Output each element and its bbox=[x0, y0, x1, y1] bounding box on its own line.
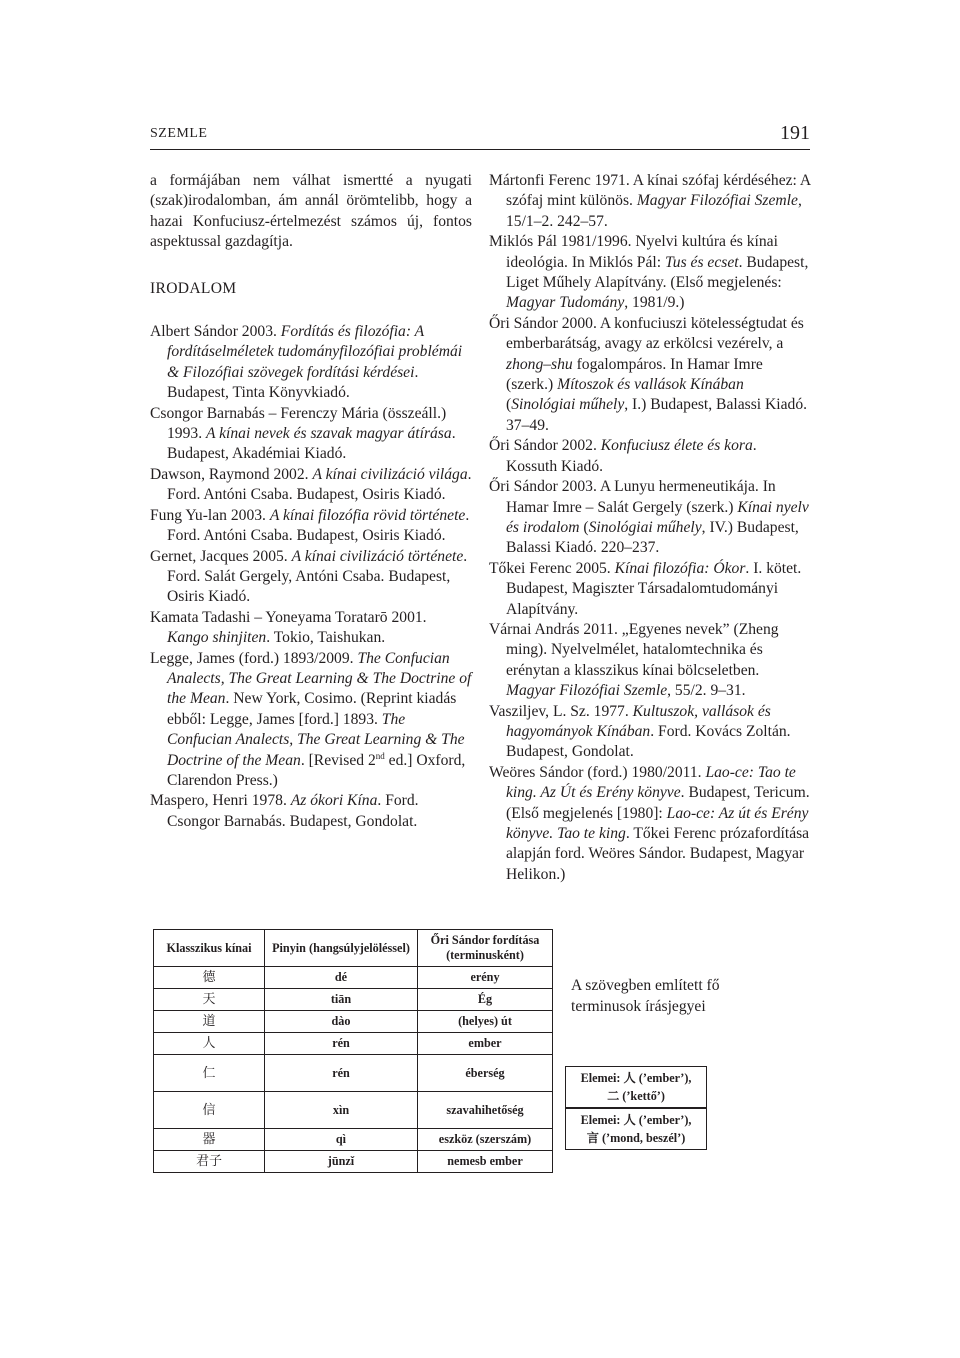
table-row bbox=[154, 1151, 553, 1173]
pinyin-cell: xìn bbox=[265, 1092, 418, 1129]
pinyin-cell: tiān bbox=[265, 989, 418, 1011]
ref-miklos: Miklós Pál 1981/1996. Nyelvi kultúra és kínai ideológia. In Miklós Pál: Tus és ecset. Budapest, Liget Műhely Alapítvány. (Első megjelenés: Magyar Tudomány, 1981/9.) bbox=[489, 233, 809, 312]
translation-cell: szavahihetőség bbox=[418, 1092, 553, 1129]
table-row bbox=[154, 1129, 553, 1151]
note-ren-elements bbox=[565, 1066, 707, 1108]
table-row bbox=[154, 1033, 553, 1055]
ref-legge: Legge, James (ford.) 1893/2009. The Confucian Analects, The Great Learning & The Doctrine of the Mean. New York, Cosimo. (Reprint kiadás ebből: Legge, James [ford.] 1893. The Confucian Analects, The Great Learning & The Doctrine of the Mean. [Revised 2nd ed.] Oxford, Clarendon Press.) bbox=[150, 649, 472, 789]
table-header-row bbox=[154, 930, 553, 967]
ref-varnai: Várnai András 2011. „Egyenes nevek” (Zheng ming). Nyelvelmélet, hatalomtechnika és erénytan a klasszikus kínai bölcseletben. Magyar Filozófiai Szemle, 55/2. 9–31. bbox=[489, 620, 779, 700]
translation-cell: ember bbox=[418, 1033, 553, 1055]
hanzi-cell: 仁 bbox=[154, 1055, 265, 1092]
translation-cell: erény bbox=[418, 967, 553, 989]
ref-martonfi: Mártonfi Ferenc 1971. A kínai szófaj kérdéséhez: A szófaj mint különös. Magyar Filozófiai Szemle, 15/1–2. 242–57. bbox=[489, 172, 811, 230]
header-translation: Őri Sándor fordítása (terminusként) bbox=[418, 930, 553, 967]
header-pinyin: Pinyin (hangsúlyjelöléssel) bbox=[265, 930, 418, 967]
hanzi-cell: 人 bbox=[154, 1033, 265, 1055]
pinyin-cell: rén bbox=[265, 1055, 418, 1092]
pinyin-cell: dào bbox=[265, 1011, 418, 1033]
ref-kamata: Kamata Tadashi – Yoneyama Toratarō 2001. Kango shinjiten. Tokio, Taishukan. bbox=[150, 608, 427, 647]
references-heading: IRODALOM bbox=[150, 279, 237, 297]
translation-cell: eszköz (szerszám) bbox=[418, 1129, 553, 1151]
translation-cell: éberség bbox=[418, 1055, 553, 1092]
hanzi-cell: 天 bbox=[154, 989, 265, 1011]
ref-tokei: Tőkei Ferenc 2005. Kínai filozófia: Ókor. I. kötet. Budapest, Magiszter Társadalomtudományi Alapítvány. bbox=[489, 559, 802, 618]
note-xin-elements bbox=[565, 1108, 707, 1150]
header-classical-chinese: Klasszikus kínai bbox=[154, 930, 265, 967]
pinyin-cell: qì bbox=[265, 1129, 418, 1151]
hanzi-cell: 器 bbox=[154, 1129, 265, 1151]
pinyin-cell: rén bbox=[265, 1033, 418, 1055]
table-row bbox=[154, 1011, 553, 1033]
hanzi-cell: 德 bbox=[154, 967, 265, 989]
terms-table bbox=[153, 929, 553, 1173]
ref-albert: Albert Sándor 2003. Fordítás és filozófia: A fordításelméletek tudományfilozófiai problémái & Filozófiai szövegek fordítási kérdései. Budapest, Tinta Könyvkiadó. bbox=[150, 323, 463, 402]
hanzi-cell: 君子 bbox=[154, 1151, 265, 1173]
pinyin-cell: jūnzǐ bbox=[265, 1151, 418, 1173]
page-number: 191 bbox=[780, 122, 810, 144]
ref-gernet: Gernet, Jacques 2005. A kínai civilizáció története. Ford. Salát Gergely, Antóni Csaba. Budapest, Osiris Kiadó. bbox=[150, 547, 468, 606]
ref-vasziljev: Vasziljev, L. Sz. 1977. Kultuszok, vallások és hagyományok Kínában. Ford. Kovács Zoltán. Budapest, Gondolat. bbox=[489, 702, 791, 761]
ref-maspero: Maspero, Henri 1978. Az ókori Kína. Ford. Csongor Barnabás. Budapest, Gondolat. bbox=[150, 792, 419, 830]
left-column bbox=[150, 171, 472, 832]
ref-dawson: Dawson, Raymond 2002. A kínai civilizáció világa. Ford. Antóni Csaba. Budapest, Osiris Kiadó. bbox=[150, 465, 472, 504]
ref-fung: Fung Yu-lan 2003. A kínai filozófia rövid története. Ford. Antóni Csaba. Budapest, Osiris Kiadó. bbox=[150, 506, 470, 545]
translation-cell: (helyes) út bbox=[418, 1011, 553, 1033]
pinyin-cell: dé bbox=[265, 967, 418, 989]
table-row bbox=[154, 967, 553, 989]
translation-cell: nemesb ember bbox=[418, 1151, 553, 1173]
ref-csongor: Csongor Barnabás – Ferenczy Mária (összeáll.) 1993. A kínai nevek és szavak magyar átírása. Budapest, Akadémiai Kiadó. bbox=[150, 404, 456, 463]
table-caption: A szövegben említett fő terminusok írásjegyei bbox=[571, 977, 720, 1015]
ref-weores: Weöres Sándor (ford.) 1980/2011. Lao-ce: Tao te king. Az Út és Erény könyve. Budapest, Tericum. (Első megjelenés [1980]: Lao-ce: Az út és Erény könyve. Tao te king. Tőkei Ferenc prózafordítása alapján ford. Weöres Sándor. Budapest, Magyar Helikon.) bbox=[489, 763, 810, 883]
hanzi-cell: 道 bbox=[154, 1011, 265, 1033]
table-row bbox=[154, 1092, 553, 1129]
note-ren-line2: 二 (’kettő’) bbox=[607, 1089, 665, 1103]
ref-ori-2002: Őri Sándor 2002. Konfuciusz élete és kora. Kossuth Kiadó. bbox=[489, 437, 757, 475]
intro-paragraph: a formájában nem válhat ismertté a nyugati (szak)irodalomban, ám annál örömtelibb, hogy a hazai Konfuciusz-értelmezést számos új, fontos aspektussal gazdagítja. bbox=[150, 172, 472, 251]
running-header-section: SZEMLE bbox=[150, 126, 208, 141]
note-ren-line1: Elemei: 人 (’ember’), bbox=[580, 1071, 692, 1085]
translation-cell: Ég bbox=[418, 989, 553, 1011]
table-row bbox=[154, 989, 553, 1011]
ref-ori-2003: Őri Sándor 2003. A Lunyu hermeneutikája. In Hamar Imre – Salát Gergely (szerk.) Kínai nyelv és irodalom (Sinológiai műhely, IV.) Budapest, Balassi Kiadó. 220–237. bbox=[489, 478, 809, 557]
header-rule bbox=[150, 149, 810, 150]
hanzi-cell: 信 bbox=[154, 1092, 265, 1129]
table-row bbox=[154, 1055, 553, 1092]
note-xin-line2: 言 (’mond, beszél’) bbox=[586, 1131, 686, 1145]
ref-ori-2000: Őri Sándor 2000. A konfuciuszi kötelességtudat és emberbarátság, avagy az erkölcsi vezérelv, a zhong–shu fogalompáros. In Hamar Imre (szerk.) Mítoszok és vallások Kínában (Sinológiai műhely, I.) Budapest, Balassi Kiadó. 37–49. bbox=[489, 314, 808, 434]
right-column bbox=[489, 171, 811, 885]
note-xin-line1: Elemei: 人 (’ember’), bbox=[580, 1113, 692, 1127]
